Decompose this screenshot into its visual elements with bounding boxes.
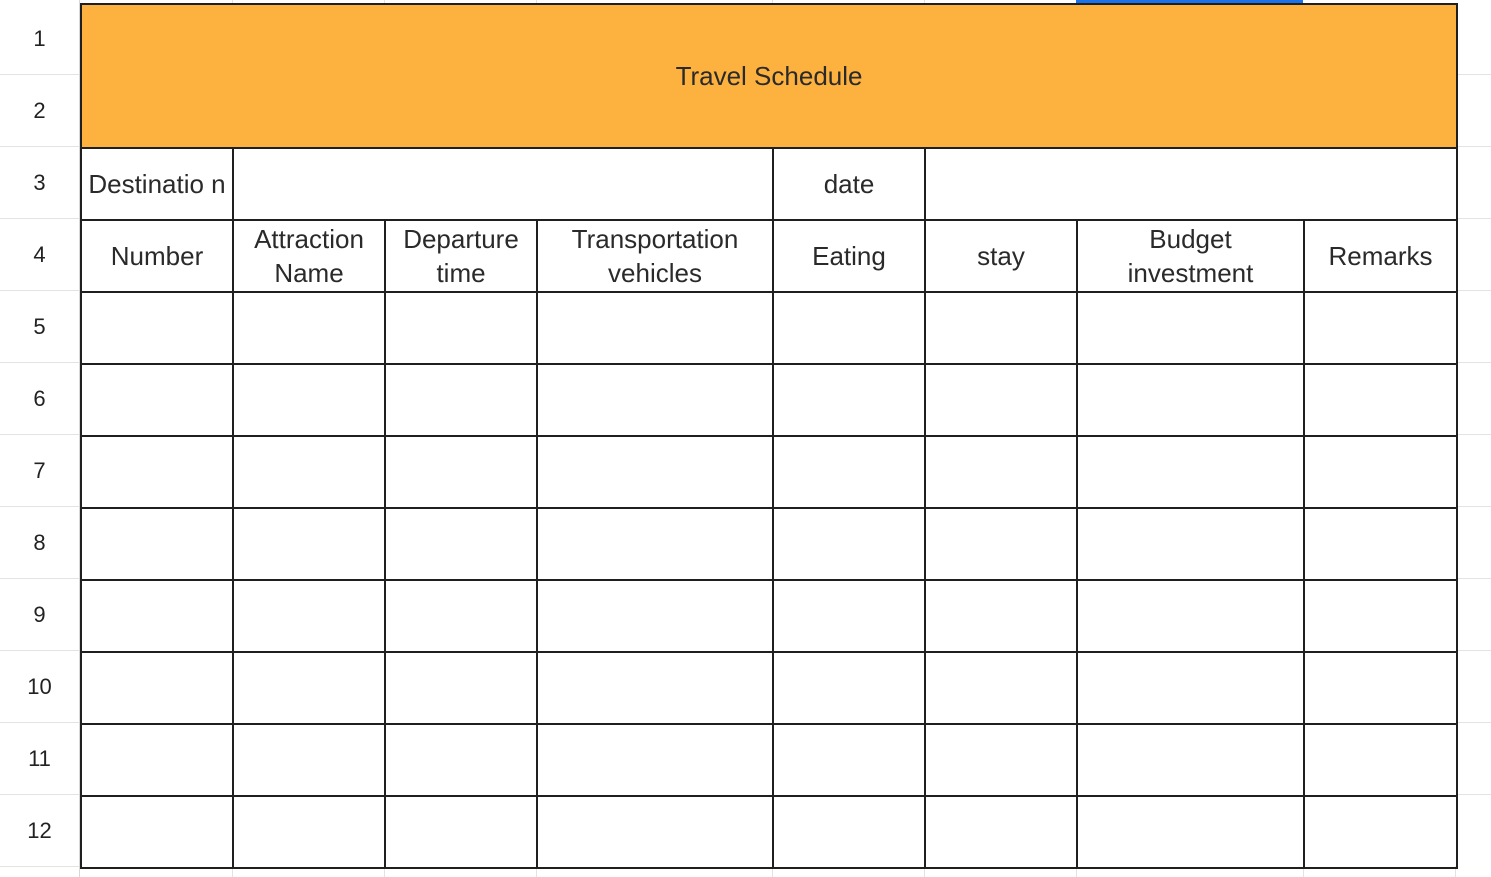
table-cell[interactable] [81,796,233,868]
table-cell[interactable] [233,652,385,724]
table-cell[interactable] [537,724,773,796]
table-cell[interactable] [385,436,537,508]
table-cell[interactable] [773,436,925,508]
table-cell[interactable] [233,292,385,364]
table-cell[interactable] [537,796,773,868]
table-cell[interactable] [233,508,385,580]
table-cell[interactable] [385,580,537,652]
table-cell[interactable] [925,796,1077,868]
column-header-budget-investment[interactable] [1077,220,1304,292]
gridline [1456,434,1491,435]
date-value-cell[interactable] [925,148,1457,220]
table-cell[interactable] [385,292,537,364]
table-cell[interactable] [81,508,233,580]
table-cell[interactable] [925,580,1077,652]
row-header-1[interactable]: 1 [0,3,79,75]
row-header-10[interactable]: 10 [0,651,79,723]
table-cell[interactable] [385,652,537,724]
date-label-cell[interactable] [773,148,925,220]
table-cell[interactable] [81,580,233,652]
table-cell[interactable] [773,364,925,436]
table-cell[interactable] [925,364,1077,436]
table-cell[interactable] [81,724,233,796]
title-cell[interactable] [81,4,1457,148]
table-cell[interactable] [1077,436,1304,508]
table-row [81,292,1457,364]
column-header-attraction-name[interactable] [233,220,385,292]
row-header-12[interactable]: 12 [0,795,79,867]
column-header-transportation-vehicles[interactable] [537,220,773,292]
table-cell[interactable] [1077,292,1304,364]
column-header-label: Departure time [403,224,519,288]
table-row [81,652,1457,724]
table-cell[interactable] [773,796,925,868]
table-cell[interactable] [537,652,773,724]
column-header-label: Budget investment [1127,224,1254,288]
table-cell[interactable] [81,652,233,724]
table-cell[interactable] [233,364,385,436]
gridline [1456,650,1491,651]
column-header-label: Attraction Name [254,224,364,288]
table-cell[interactable] [233,580,385,652]
date-label: date [823,169,875,199]
table-cell[interactable] [1304,292,1457,364]
gridline [1456,578,1491,579]
row-header-8[interactable]: 8 [0,507,79,579]
table-cell[interactable] [925,292,1077,364]
table-cell[interactable] [1077,652,1304,724]
table-cell[interactable] [81,364,233,436]
travel-schedule-table [80,3,1458,869]
table-cell[interactable] [537,292,773,364]
table-cell[interactable] [1077,508,1304,580]
table-cell[interactable] [537,436,773,508]
destination-value-cell[interactable] [233,148,773,220]
gridline [1456,362,1491,363]
gridline [1456,722,1491,723]
gridline [1456,290,1491,291]
table-cell[interactable] [1304,580,1457,652]
row-header-7[interactable]: 7 [0,435,79,507]
table-cell[interactable] [537,364,773,436]
row-header-13[interactable] [0,867,79,877]
column-header-label: Remarks [1328,241,1433,271]
table-row [81,724,1457,796]
column-header-label: Number [110,241,204,271]
table-cell[interactable] [773,652,925,724]
table-row [81,580,1457,652]
table-cell[interactable] [1304,724,1457,796]
column-header-stay[interactable] [925,220,1077,292]
table-row [81,796,1457,868]
table-cell[interactable] [233,796,385,868]
table-cell[interactable] [1077,796,1304,868]
table-cell[interactable] [773,580,925,652]
column-header-remarks[interactable] [1304,220,1457,292]
table-cell[interactable] [773,292,925,364]
column-header-label: stay [977,241,1025,271]
gridline [1456,506,1491,507]
table-cell[interactable] [1304,436,1457,508]
table-cell[interactable] [925,436,1077,508]
destination-label-cell[interactable] [81,148,233,220]
table-cell[interactable] [385,724,537,796]
table-cell[interactable] [1077,364,1304,436]
row-header-2[interactable]: 2 [0,75,79,147]
table-cell[interactable] [233,724,385,796]
column-header-label: Transportation vehicles [571,224,739,288]
table-cell[interactable] [385,796,537,868]
row-header-9[interactable]: 9 [0,579,79,651]
table-cell[interactable] [925,652,1077,724]
table-cell[interactable] [81,436,233,508]
table-cell[interactable] [1304,796,1457,868]
table-cell[interactable] [1304,364,1457,436]
table-row [81,508,1457,580]
table-cell[interactable] [1304,652,1457,724]
gridline [1456,146,1491,147]
row-header-11[interactable]: 11 [0,723,79,795]
table-row [81,364,1457,436]
gridline [1456,74,1491,75]
column-header-number[interactable] [81,220,233,292]
row-header-6[interactable]: 6 [0,363,79,435]
table-cell[interactable] [925,508,1077,580]
row-header-5[interactable]: 5 [0,291,79,363]
destination-label: Destinatio n [88,169,226,199]
table-cell[interactable] [773,724,925,796]
column-header-eating[interactable] [773,220,925,292]
table-cell[interactable] [81,292,233,364]
column-header-label: Eating [812,241,886,271]
table-cell[interactable] [233,436,385,508]
table-cell[interactable] [925,724,1077,796]
sheet-title: Travel Schedule [675,61,863,91]
row-header-3[interactable]: 3 [0,147,79,219]
table-cell[interactable] [773,508,925,580]
table-cell[interactable] [537,580,773,652]
row-header-4[interactable]: 4 [0,219,79,291]
table-cell[interactable] [385,508,537,580]
gridline [1456,794,1491,795]
table-cell[interactable] [1077,580,1304,652]
column-header-departure-time[interactable] [385,220,537,292]
table-row [81,436,1457,508]
table-cell[interactable] [537,508,773,580]
table-cell[interactable] [1077,724,1304,796]
gridline [1456,218,1491,219]
table-cell[interactable] [1304,508,1457,580]
table-cell[interactable] [385,364,537,436]
